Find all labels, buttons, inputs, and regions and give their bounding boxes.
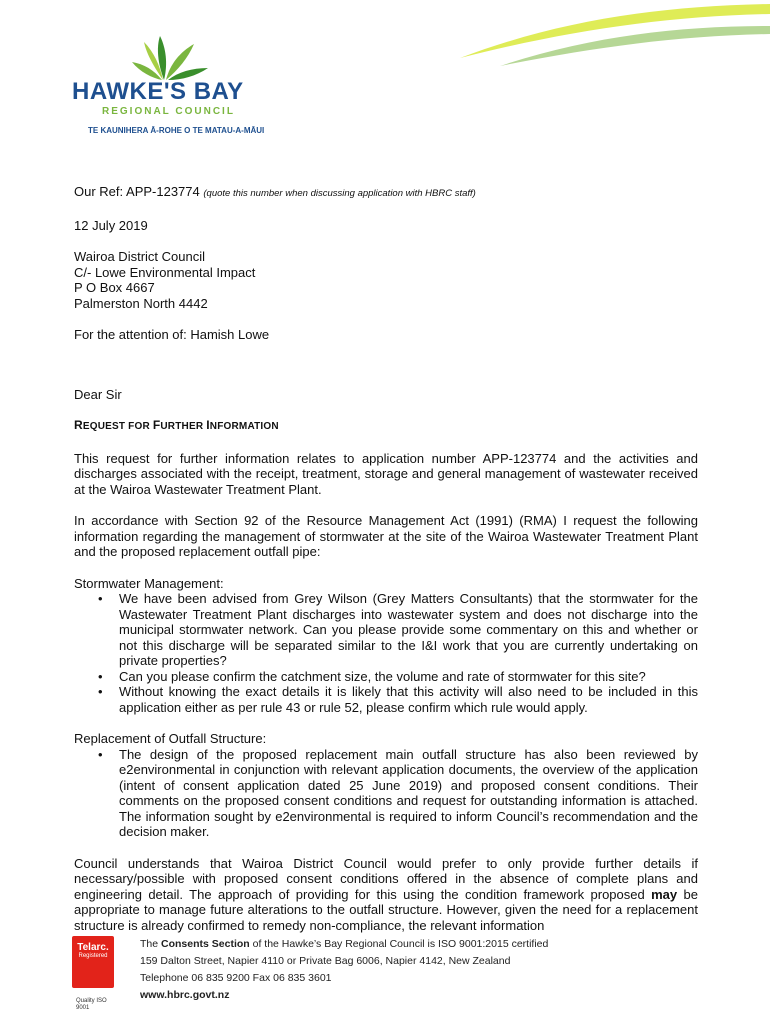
leaves-icon [130,34,210,82]
stormwater-title: Stormwater Management: [74,575,224,591]
footer-phone: Telephone 06 835 9200 Fax 06 835 3601 [140,972,332,984]
reference-number: Our Ref: APP-123774 [74,184,200,199]
paragraph-section92: In accordance with Section 92 of the Resource Management Act (1991) (RMA) I request the following information regarding the management of stormwater at the site of the Wairoa Wastewater Treatment Plant and the proposed replacement outfall pipe: [74,513,698,559]
letter-footer [72,936,712,1016]
reference-line [74,184,698,202]
list-item: • Can you please confirm the catchment size, the volume and rate of stormwater for this site? [119,669,698,685]
recipient-address [74,249,698,311]
header-swoosh-graphic [440,0,770,70]
reference-note: (quote this number when discussing application with HBRC staff) [203,188,476,199]
address-line: P O Box 4667 [74,280,155,295]
paragraph-council-understanding: Council understands that Wairoa District Council would prefer to only provide further details if necessary/possible with proposed consent conditions offered in the absence of complete plans and engineering detail. The approach of providing for this using the condition framework proposed may be appropriate to manage future alterations to the outfall structure. However, given the need for a replacement structure is already confirmed to remedy non-compliance, the relevant information [74,855,698,933]
telarc-caption: Quality ISO 9001 [76,998,107,1011]
list-item: • We have been advised from Grey Wilson (Grey Matters Consultants) that the stormwater for the Wastewater Treatment Plant discharges into wastewater system and does not discharge into the municipal stormwater network. Can you please provide some commentary on this and whether or not this discharge will be separated similar to the I&I work that you are currently undertaking on private properties? [119,591,698,669]
outfall-title: Replacement of Outfall Structure: [74,731,267,746]
footer-certification: The Consents Section of the Hawke’s Bay Regional Council is ISO 9001:2015 certified [140,938,549,950]
logo-maori-name: TE KAUNIHERA Ā-ROHE O TE MATAU-A-MĀUI [88,126,265,135]
address-line: Palmerston North 4442 [74,295,208,311]
address-line: C/- Lowe Environmental Impact [74,264,256,280]
letter-body [74,184,698,933]
list-item: • The design of the proposed replacement main outfall structure has also been reviewed by e2environmental in conjunction with relevant application documents, the overview of the application (intent of consent application dated 25 June 2019) and proposed consent conditions. Their comments on the proposed consent conditions and request for outstanding information is attached. The information sought by e2environmental is required to inform Council’s recommendation and the decision maker. [119,747,698,840]
letter-date: 12 July 2019 [74,217,148,233]
footer-website-link[interactable]: www.hbrc.govt.nz [140,989,230,1001]
section-heading: REQUEST FOR FURTHER INFORMATION [74,418,279,432]
footer-address: 159 Dalton Street, Napier 4110 or Private Bag 6006, Napier 4142, New Zealand [140,955,511,967]
outfall-list [74,747,698,840]
paragraph-intro: This request for further information relates to application number APP-123774 and the activities and discharges associated with the receipt, treatment, storage and general management of wastewater received at the Wairoa Wastewater Treatment Plant. [74,450,698,497]
logo-subtitle: REGIONAL COUNCIL [102,106,235,117]
telarc-logo: Telarc. Registered [72,936,114,988]
stormwater-list [74,591,698,715]
list-item: • Without knowing the exact details it is likely that this activity will also need to be included in this application either as per rule 43 or rule 52, please confirm which rule would apply. [119,684,698,715]
salutation: Dear Sir [74,386,122,402]
attention-line: For the attention of: Hamish Lowe [74,327,270,342]
address-line: Wairoa District Council [74,249,205,264]
footer-text [140,936,548,1004]
logo-name: HAWKE'S BAY [72,78,244,105]
